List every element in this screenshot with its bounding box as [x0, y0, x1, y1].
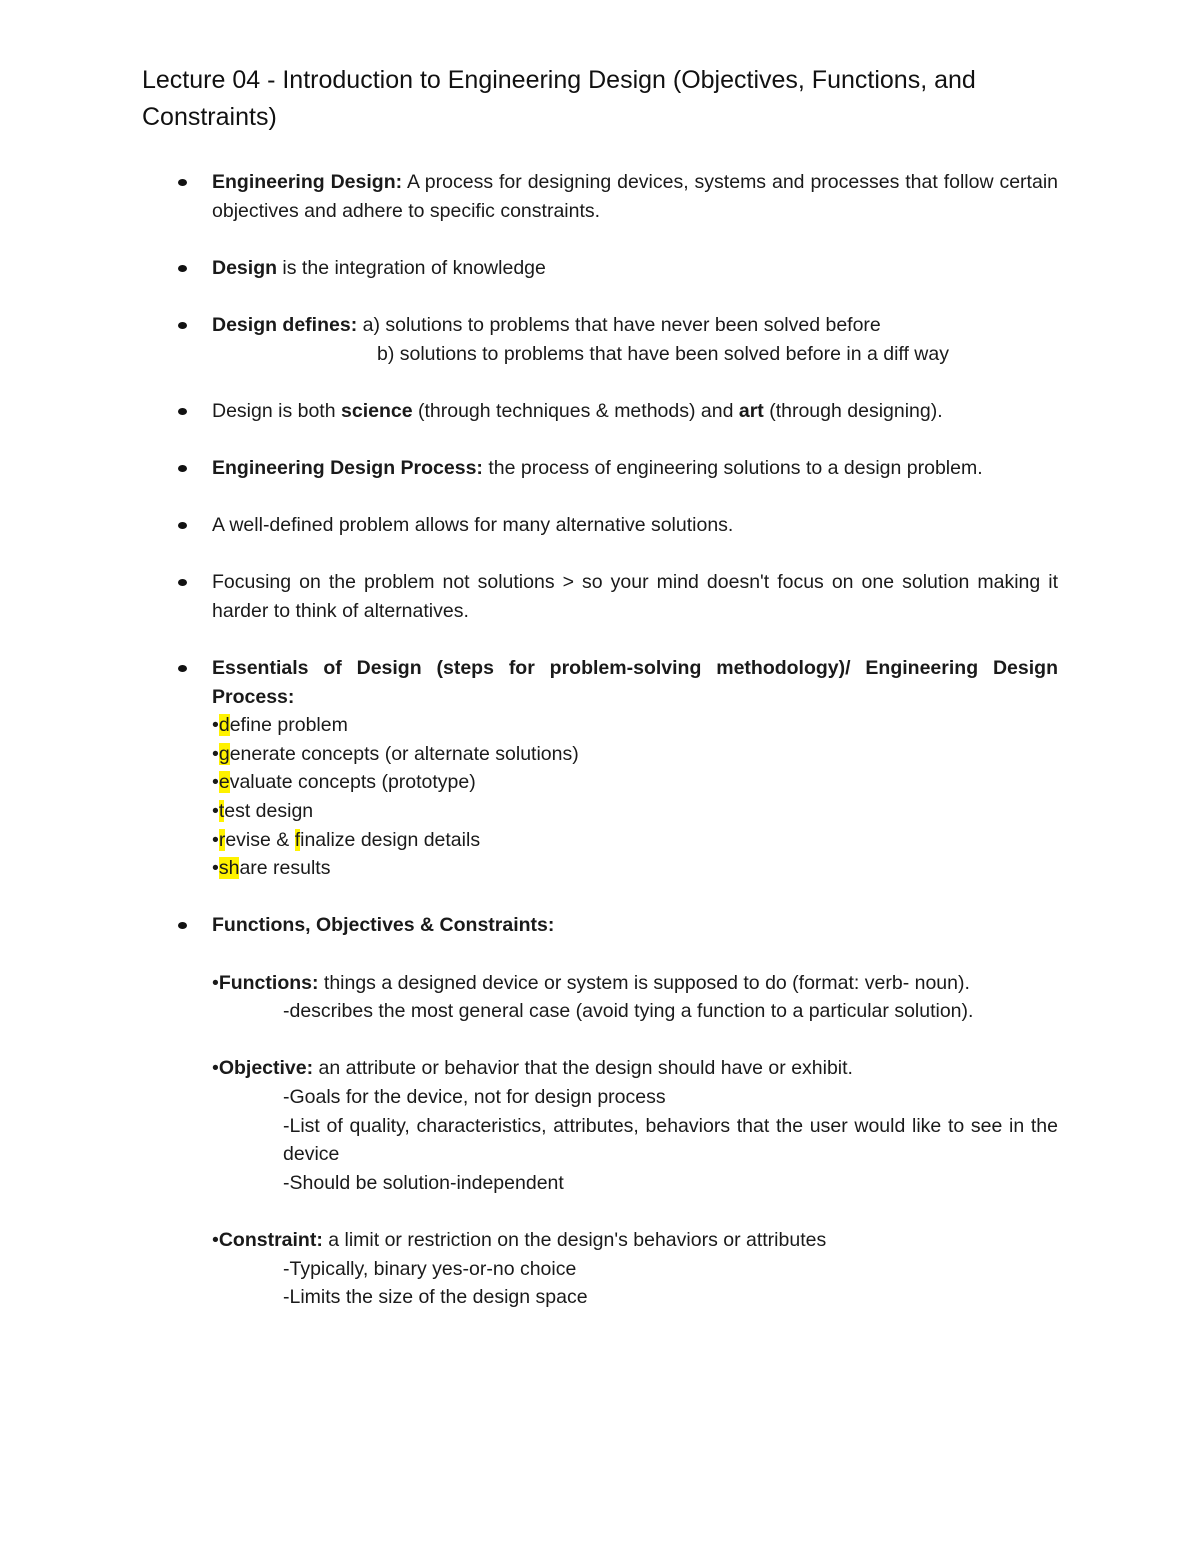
- definition-text: is the integration of knowledge: [277, 256, 546, 279]
- bullet-dot-icon: [178, 265, 187, 272]
- list-item-engineering-design-process: [142, 454, 1058, 483]
- step-bullet: •: [212, 857, 219, 880]
- highlighted-letter: sh: [218, 857, 240, 880]
- step-define: [212, 711, 1058, 740]
- document-page: [142, 62, 1058, 1340]
- step-revise-finalize: [212, 826, 1058, 855]
- step-share: [212, 854, 1058, 883]
- spacer: [212, 1026, 1058, 1055]
- constraint-definition: [212, 1226, 1058, 1255]
- text-segment: (through techniques & methods) and: [412, 399, 739, 422]
- bullet-dot-icon: [178, 922, 187, 929]
- sub-bullet: •: [212, 971, 219, 994]
- constraint-note: -Limits the size of the design space: [283, 1286, 588, 1309]
- list-item-focus-problem: [142, 568, 1058, 625]
- objective-note: -List of quality, characteristics, attributes, behaviors that the user would like to see in the device: [283, 1114, 1058, 1166]
- step-text: inalize design details: [300, 828, 481, 851]
- note-text: Focusing on the problem not solutions > so your mind doesn't focus on one solution making it harder to think of alternatives.: [212, 571, 1058, 622]
- list-item-functions-objectives-constraints: [142, 911, 1058, 1311]
- step-bullet: •: [212, 714, 219, 737]
- definition-text: the process of engineering solutions to a design problem.: [482, 456, 983, 479]
- term-constraint: Constraint:: [218, 1228, 323, 1251]
- highlighted-letter: r: [218, 828, 226, 851]
- term-essentials-of-design: Essentials of Design (steps for problem-solving methodology)/ Engineering Design Process:: [212, 657, 1058, 708]
- term-objective: Objective:: [218, 1057, 314, 1080]
- objective-definition: [212, 1054, 1058, 1083]
- sub-bullet: •: [212, 1228, 219, 1251]
- bullet-dot-icon: [178, 179, 187, 186]
- note-text: A well-defined problem allows for many alternative solutions.: [212, 514, 734, 537]
- bullet-dot-icon: [178, 579, 187, 586]
- term-functions-objectives-constraints: Functions, Objectives & Constraints:: [212, 914, 555, 937]
- list-item-design-defines: [142, 311, 1058, 368]
- step-bullet: •: [212, 742, 219, 765]
- highlighted-letter: e: [218, 771, 230, 794]
- text-segment: (through designing).: [763, 399, 943, 422]
- bullet-dot-icon: [178, 665, 187, 672]
- notes-list: [142, 168, 1058, 1312]
- definition-line-a: a) solutions to problems that have never been solved before: [357, 313, 881, 336]
- list-item-science-art: [142, 397, 1058, 426]
- highlighted-letter: g: [218, 742, 230, 765]
- term-functions: Functions:: [218, 971, 319, 994]
- list-item-essentials-of-design: [142, 654, 1058, 883]
- definition-line-b: b) solutions to problems that have been solved before in a diff way: [377, 342, 949, 365]
- term-engineering-design: Engineering Design:: [212, 171, 403, 193]
- list-item-well-defined-problem: [142, 511, 1058, 540]
- term-art: art: [738, 399, 764, 422]
- step-text: valuate concepts (prototype): [229, 771, 476, 794]
- step-bullet: •: [212, 771, 219, 794]
- bullet-dot-icon: [178, 522, 187, 529]
- spacer: [212, 1197, 1058, 1226]
- term-design-defines: Design defines:: [212, 313, 358, 336]
- bullet-dot-icon: [178, 408, 187, 415]
- step-bullet: •: [212, 800, 219, 823]
- list-item-design: [142, 254, 1058, 283]
- step-text: evise &: [225, 828, 295, 851]
- functions-note: -describes the most general case (avoid tying a function to a particular solution).: [283, 1000, 974, 1023]
- term-science: science: [341, 399, 413, 422]
- step-text: efine problem: [229, 714, 348, 737]
- objective-note: -Should be solution-independent: [283, 1171, 564, 1194]
- text-segment: Design is both: [212, 399, 341, 422]
- step-text: are results: [239, 857, 331, 880]
- list-item-engineering-design: [142, 168, 1058, 225]
- spacer: [212, 940, 1058, 969]
- definition-text: things a designed device or system is supposed to do (format: verb- noun).: [318, 971, 970, 994]
- objective-note: -Goals for the device, not for design process: [283, 1086, 666, 1108]
- functions-definition: [212, 969, 1058, 998]
- constraint-note: -Typically, binary yes-or-no choice: [283, 1257, 577, 1280]
- step-generate: [212, 740, 1058, 769]
- highlighted-letter: t: [218, 800, 225, 823]
- bullet-dot-icon: [178, 465, 187, 472]
- bullet-dot-icon: [178, 322, 187, 329]
- step-evaluate: [212, 768, 1058, 797]
- definition-text: A process for designing devices, systems and processes that follow certain objectives and adhere to specific constraints.: [212, 171, 1058, 222]
- definition-text: an attribute or behavior that the design should have or exhibit.: [313, 1057, 853, 1080]
- term-design: Design: [212, 256, 278, 279]
- term-engineering-design-process: Engineering Design Process:: [212, 456, 483, 479]
- page-title: Lecture 04 - Introduction to Engineering Design (Objectives, Functions, and Constraints): [142, 66, 976, 131]
- highlighted-letter: f: [294, 828, 301, 851]
- step-text: est design: [224, 800, 314, 823]
- step-test: [212, 797, 1058, 826]
- highlighted-letter: d: [218, 714, 230, 737]
- sub-bullet: •: [212, 1057, 219, 1080]
- definition-text: a limit or restriction on the design's behaviors or attributes: [322, 1228, 827, 1251]
- step-bullet: •: [212, 828, 219, 851]
- step-text: enerate concepts (or alternate solutions): [229, 742, 579, 765]
